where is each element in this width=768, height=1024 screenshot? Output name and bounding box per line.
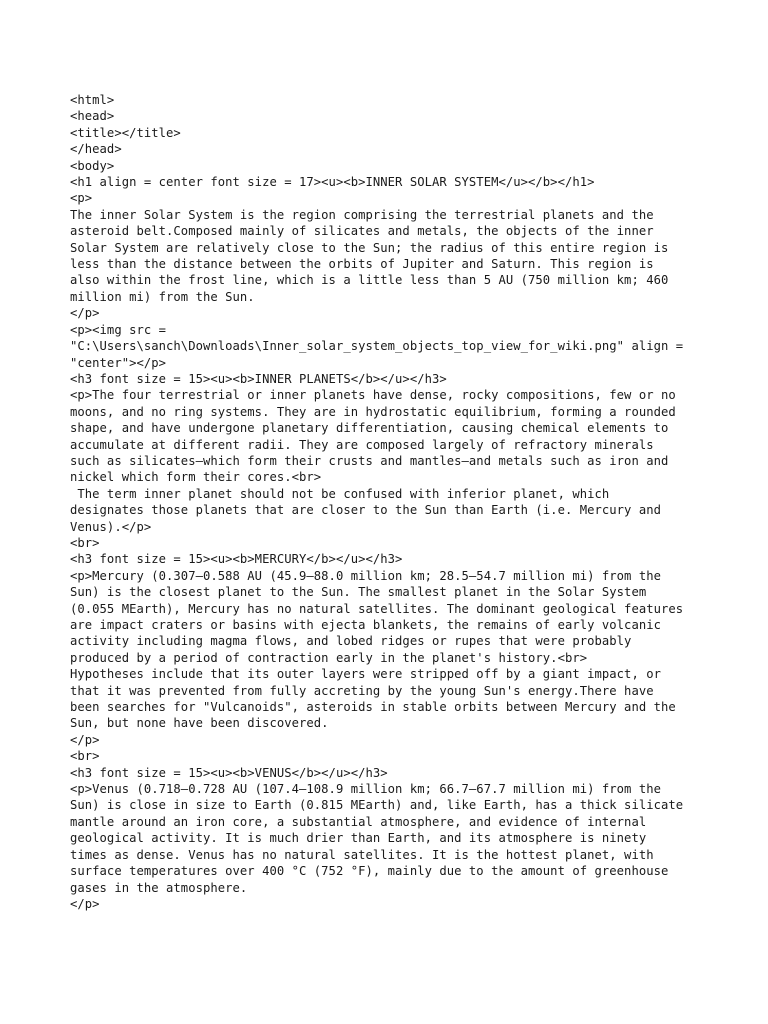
code-line: designates those planets that are closer to the Sun than Earth (i.e. Mercury and: [70, 503, 661, 518]
code-line: <body>: [70, 158, 115, 173]
code-line: produced by a period of contraction early in the planet's history.<br>: [70, 650, 588, 665]
code-line: mantle around an iron core, a substantial atmosphere, and evidence of internal: [70, 814, 647, 829]
code-line: Sun) is the closest planet to the Sun. The smallest planet in the Solar System: [70, 585, 647, 600]
code-line: <h1 align = center font size = 17><u><b>INNER SOLAR SYSTEM</u></b></h1>: [70, 175, 595, 190]
code-line: moons, and no ring systems. They are in hydrostatic equilibrium, forming a rounded: [70, 404, 676, 419]
code-line: </p>: [70, 732, 100, 747]
code-line: million mi) from the Sun.: [70, 289, 255, 304]
code-line: been searches for "Vulcanoids", asteroids in stable orbits between Mercury and the: [70, 700, 676, 715]
code-line: <html>: [70, 93, 115, 107]
code-line: <h3 font size = 15><u><b>VENUS</b></u></h3>: [70, 765, 388, 780]
code-line: surface temperatures over 400 °C (752 °F), mainly due to the amount of greenhouse: [70, 864, 669, 879]
code-line: also within the frost line, which is a little less than 5 AU (750 million km; 460: [70, 273, 669, 288]
code-line: shape, and have undergone planetary differentiation, causing chemical elements to: [70, 421, 669, 436]
code-line: </p>: [70, 306, 100, 321]
code-line: </p>: [70, 896, 100, 911]
code-line: "C:\Users\sanch\Downloads\Inner_solar_system_objects_top_view_for_wiki.png" align =: [70, 339, 684, 354]
code-line: activity including magma flows, and lobed ridges or rupes that were probably: [70, 634, 632, 649]
code-line: Venus).</p>: [70, 519, 152, 534]
code-line: gases in the atmosphere.: [70, 880, 248, 895]
code-line: <p><img src =: [70, 322, 167, 337]
code-line: <br>: [70, 535, 100, 550]
code-line: asteroid belt.Composed mainly of silicates and metals, the objects of the inner: [70, 224, 654, 239]
code-line: Sun, but none have been discovered.: [70, 716, 329, 731]
code-line: less than the distance between the orbits of Jupiter and Saturn. This region is: [70, 257, 654, 272]
html-source-document: [70, 92, 710, 912]
code-line: <title></title>: [70, 125, 181, 140]
code-line: The term inner planet should not be confused with inferior planet, which: [70, 486, 610, 501]
code-line: <p>Mercury (0.307–0.588 AU (45.9–88.0 million km; 28.5–54.7 million mi) from the: [70, 568, 661, 583]
code-line: Solar System are relatively close to the Sun; the radius of this entire region is: [70, 240, 669, 255]
code-line: are impact craters or basins with ejecta blankets, the remains of early volcanic: [70, 618, 661, 632]
code-line: Hypotheses include that its outer layers were stripped off by a giant impact, or: [70, 667, 661, 682]
code-line: nickel which form their cores.<br>: [70, 470, 322, 485]
code-line: <p>The four terrestrial or inner planets have dense, rocky compositions, few or no: [70, 388, 676, 403]
code-line: times as dense. Venus has no natural satellites. It is the hottest planet, with: [70, 847, 654, 862]
code-line: Sun) is close in size to Earth (0.815 MEarth) and, like Earth, has a thick silicate: [70, 798, 684, 813]
code-line: (0.055 MEarth), Mercury has no natural satellites. The dominant geological features: [70, 601, 684, 616]
code-line: <h3 font size = 15><u><b>MERCURY</b></u></h3>: [70, 552, 403, 567]
code-line: geological activity. It is much drier than Earth, and its atmosphere is ninety: [70, 831, 647, 846]
code-line: <p>: [70, 191, 93, 206]
code-line: </head>: [70, 142, 122, 157]
code-line: that it was prevented from fully accreting by the young Sun's energy.There have: [70, 683, 654, 698]
code-line: <p>Venus (0.718–0.728 AU (107.4–108.9 million km; 66.7–67.7 million mi) from the: [70, 782, 661, 797]
code-line: accumulate at different radii. They are composed largely of refractory minerals: [70, 437, 654, 452]
code-line: such as silicates—which form their crusts and mantles—and metals such as iron and: [70, 453, 669, 468]
code-line: <h3 font size = 15><u><b>INNER PLANETS</b></u></h3>: [70, 371, 447, 386]
code-line: <br>: [70, 749, 100, 764]
code-line: <head>: [70, 109, 115, 124]
code-line: "center"></p>: [70, 355, 167, 370]
code-line: The inner Solar System is the region comprising the terrestrial planets and the: [70, 207, 654, 222]
